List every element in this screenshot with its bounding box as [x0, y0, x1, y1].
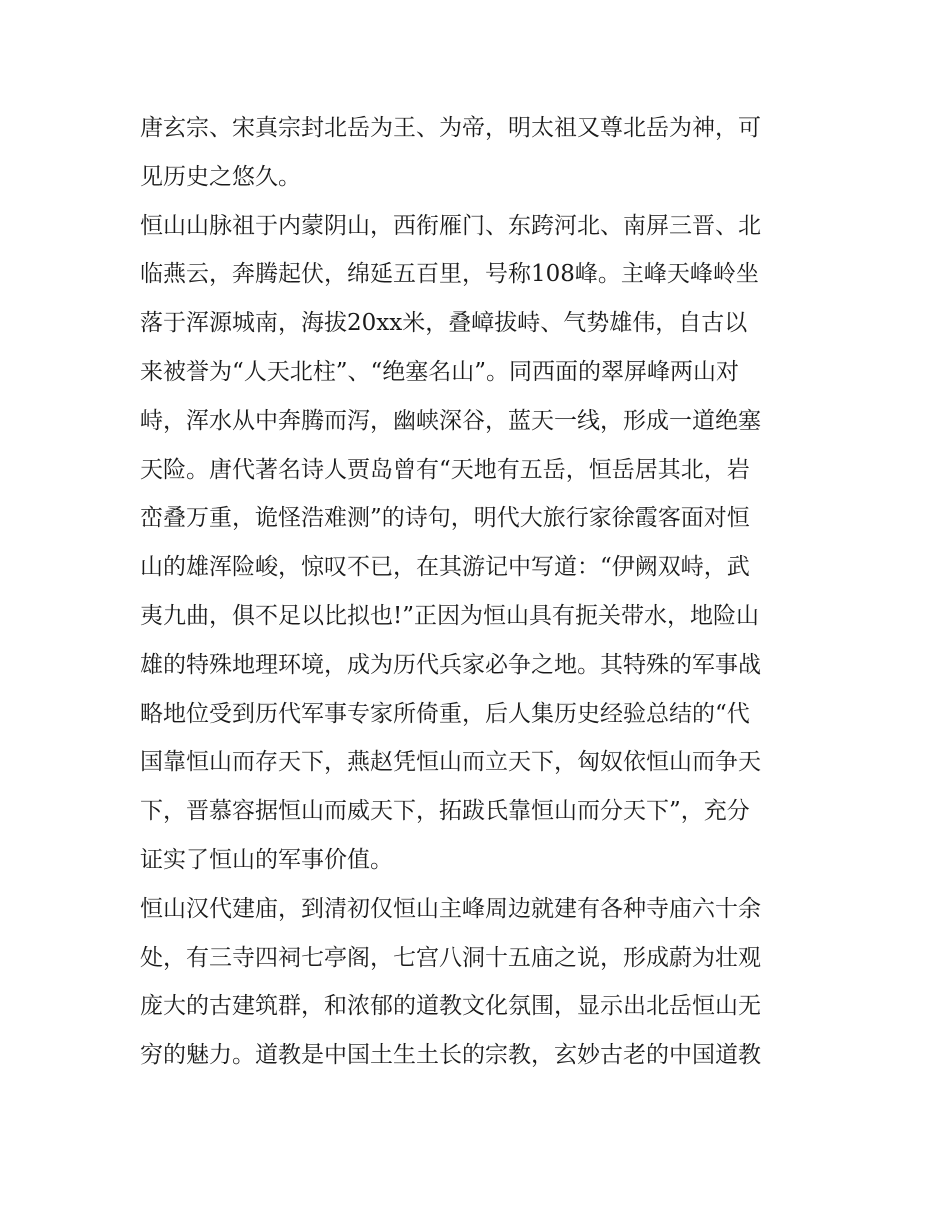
text-line: 略地位受到历代军事专家所倚重，后人集历史经验总结的“代 [140, 700, 750, 727]
text-line: 见历史之悠久。 [140, 163, 301, 190]
text-line: 天险。唐代著名诗人贾岛曾有“天地有五岳，恒岳居其北，岩 [140, 456, 750, 483]
text-line: 庞大的古建筑群，和浓郁的道教文化氛围，显示出北岳恒山无 [140, 993, 761, 1020]
text-line: 夷九曲，俱不足以比拟也!”正因为恒山具有扼关带水，地险山 [140, 602, 760, 629]
text-line: 下，晋慕容据恒山而威天下，拓跋氏靠恒山而分天下”，充分 [140, 798, 750, 825]
text-line: 处，有三寺四祠七亭阁，七宫八洞十五庙之说，形成蔚为壮观 [140, 944, 761, 971]
text-line: 国靠恒山而存天下，燕赵凭恒山而立天下，匈奴依恒山而争天 [140, 749, 761, 776]
text-line: 山的雄浑险峻，惊叹不已，在其游记中写道：“伊阙双峙，武 [140, 554, 750, 581]
text-line: 来被誉为“人天北柱”、“绝塞名山”。同西面的翠屏峰两山对 [140, 358, 740, 385]
text-line: 唐玄宗、宋真宗封北岳为王、为帝，明太祖又尊北岳为神，可 [140, 115, 761, 141]
text-line: 穷的魅力。道教是中国土生土长的宗教，玄妙古老的中国道教 [140, 1042, 761, 1069]
text-line: 峙，浑水从中奔腾而泻，幽峡深谷，蓝天一线，形成一道绝塞 [140, 407, 761, 434]
text-line: 落于浑源城南，海拔20xx米，叠嶂拔峙、气势雄伟，自古以 [140, 310, 748, 337]
text-line: 恒山汉代建庙，到清初仅恒山主峰周边就建有各种寺庙六十余 [140, 895, 761, 922]
text-line: 峦叠万重，诡怪浩难测”的诗句，明代大旅行家徐霞客面对恒 [140, 505, 750, 532]
text-line: 临燕云，奔腾起伏，绵延五百里，号称108峰。主峰天峰岭坐 [140, 261, 759, 288]
body-text [140, 104, 820, 1080]
text-line: 证实了恒山的军事价值。 [140, 846, 393, 873]
text-line: 恒山山脉祖于内蒙阴山，西衔雁门、东跨河北、南屏三晋、北 [140, 212, 761, 239]
text-line: 雄的特殊地理环境，成为历代兵家必争之地。其特殊的军事战 [140, 651, 761, 678]
